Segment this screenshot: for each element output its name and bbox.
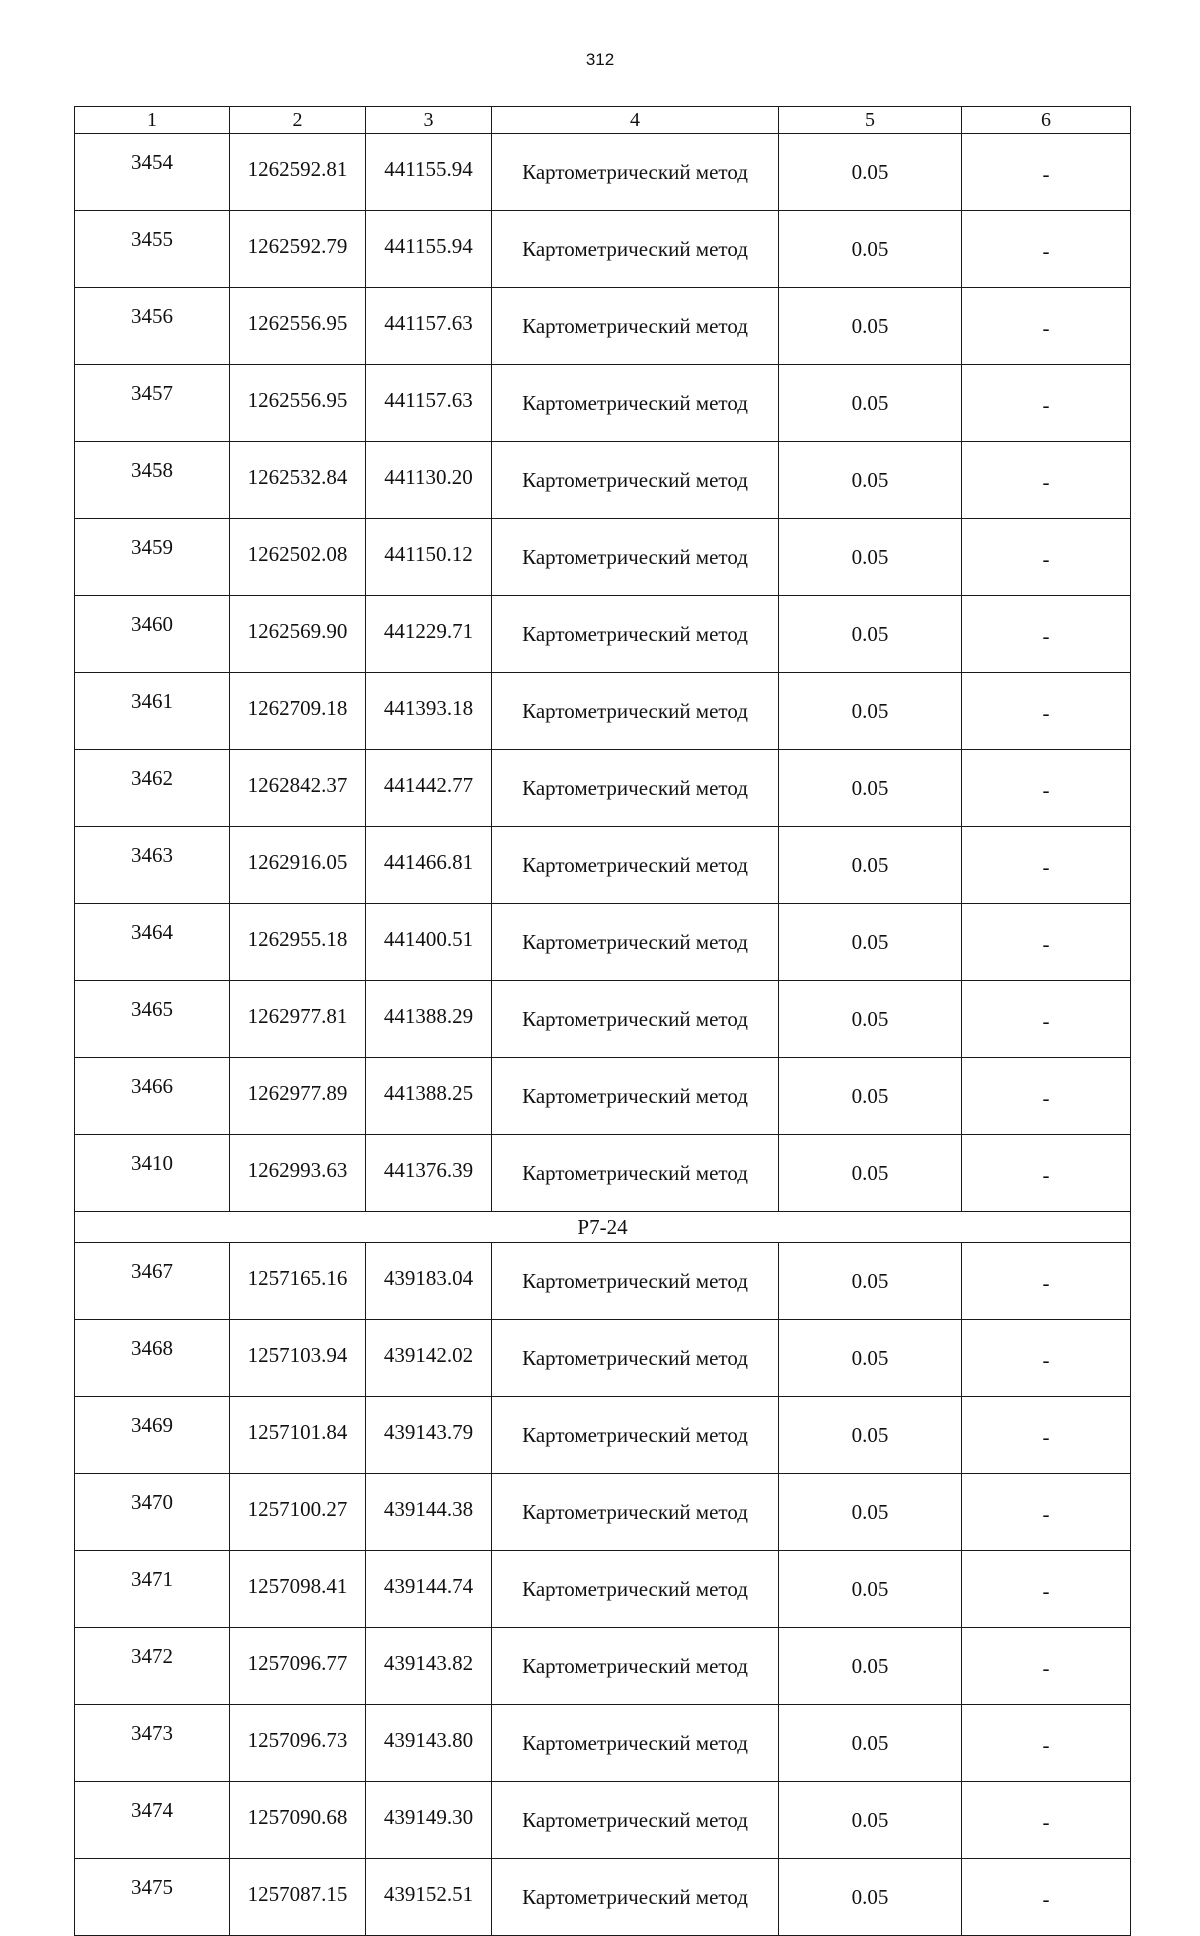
y-coordinate-cell: 439143.79	[366, 1397, 492, 1474]
method-cell: Картометрический метод	[492, 1859, 779, 1936]
accuracy-cell: 0.05	[779, 596, 962, 673]
y-coordinate-cell: 441155.94	[366, 134, 492, 211]
point-number-cell: 3410	[75, 1135, 230, 1212]
method-cell: Картометрический метод	[492, 1135, 779, 1212]
y-coordinate-cell: 441157.63	[366, 365, 492, 442]
y-coordinate-cell: 441150.12	[366, 519, 492, 596]
note-cell: -	[962, 1705, 1131, 1782]
note-cell: -	[962, 365, 1131, 442]
coordinates-table	[74, 106, 1131, 1936]
y-coordinate-cell: 441393.18	[366, 673, 492, 750]
note-cell: -	[962, 981, 1131, 1058]
table-row	[75, 1705, 1131, 1782]
x-coordinate-cell: 1262842.37	[230, 750, 366, 827]
note-cell: -	[962, 1782, 1131, 1859]
x-coordinate-cell: 1262556.95	[230, 288, 366, 365]
method-cell: Картометрический метод	[492, 288, 779, 365]
x-coordinate-cell: 1262977.81	[230, 981, 366, 1058]
table-row	[75, 365, 1131, 442]
point-number-cell: 3454	[75, 134, 230, 211]
note-cell: -	[962, 1474, 1131, 1551]
table-row	[75, 1135, 1131, 1212]
accuracy-cell: 0.05	[779, 1628, 962, 1705]
point-number-cell: 3461	[75, 673, 230, 750]
note-cell: -	[962, 1243, 1131, 1320]
accuracy-cell: 0.05	[779, 904, 962, 981]
y-coordinate-cell: 439144.38	[366, 1474, 492, 1551]
accuracy-cell: 0.05	[779, 1397, 962, 1474]
table-row	[75, 596, 1131, 673]
table-row	[75, 211, 1131, 288]
column-number-row	[75, 107, 1131, 134]
point-number-cell: 3471	[75, 1551, 230, 1628]
method-cell: Картометрический метод	[492, 1474, 779, 1551]
x-coordinate-cell: 1262592.79	[230, 211, 366, 288]
x-coordinate-cell: 1262916.05	[230, 827, 366, 904]
table-row	[75, 1782, 1131, 1859]
method-cell: Картометрический метод	[492, 904, 779, 981]
accuracy-cell: 0.05	[779, 365, 962, 442]
method-cell: Картометрический метод	[492, 365, 779, 442]
point-number-cell: 3474	[75, 1782, 230, 1859]
x-coordinate-cell: 1257165.16	[230, 1243, 366, 1320]
point-number-cell: 3463	[75, 827, 230, 904]
section-header-row	[75, 1212, 1131, 1243]
note-cell: -	[962, 750, 1131, 827]
accuracy-cell: 0.05	[779, 1320, 962, 1397]
point-number-cell: 3464	[75, 904, 230, 981]
method-cell: Картометрический метод	[492, 519, 779, 596]
y-coordinate-cell: 439143.82	[366, 1628, 492, 1705]
y-coordinate-cell: 441157.63	[366, 288, 492, 365]
table-row	[75, 750, 1131, 827]
x-coordinate-cell: 1262977.89	[230, 1058, 366, 1135]
x-coordinate-cell: 1262993.63	[230, 1135, 366, 1212]
table-row	[75, 1551, 1131, 1628]
point-number-cell: 3456	[75, 288, 230, 365]
note-cell: -	[962, 134, 1131, 211]
note-cell: -	[962, 1135, 1131, 1212]
point-number-cell: 3467	[75, 1243, 230, 1320]
accuracy-cell: 0.05	[779, 134, 962, 211]
x-coordinate-cell: 1262592.81	[230, 134, 366, 211]
accuracy-cell: 0.05	[779, 1474, 962, 1551]
table-row	[75, 1320, 1131, 1397]
method-cell: Картометрический метод	[492, 596, 779, 673]
column-header: 5	[779, 107, 962, 134]
note-cell: -	[962, 1859, 1131, 1936]
point-number-cell: 3466	[75, 1058, 230, 1135]
point-number-cell: 3465	[75, 981, 230, 1058]
table-row	[75, 827, 1131, 904]
table-row	[75, 134, 1131, 211]
x-coordinate-cell: 1257098.41	[230, 1551, 366, 1628]
point-number-cell: 3455	[75, 211, 230, 288]
x-coordinate-cell: 1257090.68	[230, 1782, 366, 1859]
note-cell: -	[962, 442, 1131, 519]
x-coordinate-cell: 1262569.90	[230, 596, 366, 673]
point-number-cell: 3470	[75, 1474, 230, 1551]
note-cell: -	[962, 288, 1131, 365]
x-coordinate-cell: 1257096.77	[230, 1628, 366, 1705]
x-coordinate-cell: 1262955.18	[230, 904, 366, 981]
table-row	[75, 1859, 1131, 1936]
y-coordinate-cell: 441388.29	[366, 981, 492, 1058]
column-header: 6	[962, 107, 1131, 134]
method-cell: Картометрический метод	[492, 981, 779, 1058]
note-cell: -	[962, 211, 1131, 288]
method-cell: Картометрический метод	[492, 1782, 779, 1859]
page-number: 312	[585, 50, 615, 69]
accuracy-cell: 0.05	[779, 1551, 962, 1628]
method-cell: Картометрический метод	[492, 750, 779, 827]
point-number-cell: 3473	[75, 1705, 230, 1782]
note-cell: -	[962, 1058, 1131, 1135]
point-number-cell: 3469	[75, 1397, 230, 1474]
x-coordinate-cell: 1257096.73	[230, 1705, 366, 1782]
point-number-cell: 3457	[75, 365, 230, 442]
method-cell: Картометрический метод	[492, 1628, 779, 1705]
accuracy-cell: 0.05	[779, 1859, 962, 1936]
x-coordinate-cell: 1257100.27	[230, 1474, 366, 1551]
table-row	[75, 1474, 1131, 1551]
table-row	[75, 519, 1131, 596]
y-coordinate-cell: 439149.30	[366, 1782, 492, 1859]
point-number-cell: 3475	[75, 1859, 230, 1936]
accuracy-cell: 0.05	[779, 673, 962, 750]
column-header: 1	[75, 107, 230, 134]
point-number-cell: 3462	[75, 750, 230, 827]
column-header: 4	[492, 107, 779, 134]
point-number-cell: 3468	[75, 1320, 230, 1397]
accuracy-cell: 0.05	[779, 1782, 962, 1859]
method-cell: Картометрический метод	[492, 1243, 779, 1320]
accuracy-cell: 0.05	[779, 981, 962, 1058]
x-coordinate-cell: 1262532.84	[230, 442, 366, 519]
accuracy-cell: 0.05	[779, 519, 962, 596]
method-cell: Картометрический метод	[492, 211, 779, 288]
accuracy-cell: 0.05	[779, 211, 962, 288]
table-row	[75, 1058, 1131, 1135]
note-cell: -	[962, 1397, 1131, 1474]
x-coordinate-cell: 1257101.84	[230, 1397, 366, 1474]
note-cell: -	[962, 519, 1131, 596]
accuracy-cell: 0.05	[779, 827, 962, 904]
note-cell: -	[962, 1628, 1131, 1705]
note-cell: -	[962, 827, 1131, 904]
y-coordinate-cell: 441466.81	[366, 827, 492, 904]
x-coordinate-cell: 1262556.95	[230, 365, 366, 442]
accuracy-cell: 0.05	[779, 1243, 962, 1320]
table-row	[75, 442, 1131, 519]
note-cell: -	[962, 1320, 1131, 1397]
y-coordinate-cell: 441388.25	[366, 1058, 492, 1135]
y-coordinate-cell: 439144.74	[366, 1551, 492, 1628]
y-coordinate-cell: 439152.51	[366, 1859, 492, 1936]
method-cell: Картометрический метод	[492, 134, 779, 211]
table-row	[75, 904, 1131, 981]
point-number-cell: 3459	[75, 519, 230, 596]
note-cell: -	[962, 596, 1131, 673]
method-cell: Картометрический метод	[492, 673, 779, 750]
table-row	[75, 1243, 1131, 1320]
method-cell: Картометрический метод	[492, 1397, 779, 1474]
note-cell: -	[962, 673, 1131, 750]
y-coordinate-cell: 441376.39	[366, 1135, 492, 1212]
method-cell: Картометрический метод	[492, 1320, 779, 1397]
coordinates-table-body	[75, 107, 1131, 1936]
accuracy-cell: 0.05	[779, 1058, 962, 1135]
x-coordinate-cell: 1262709.18	[230, 673, 366, 750]
point-number-cell: 3472	[75, 1628, 230, 1705]
method-cell: Картометрический метод	[492, 827, 779, 904]
x-coordinate-cell: 1257087.15	[230, 1859, 366, 1936]
y-coordinate-cell: 439183.04	[366, 1243, 492, 1320]
point-number-cell: 3460	[75, 596, 230, 673]
table-row	[75, 981, 1131, 1058]
section-label: Р7-24	[75, 1212, 1131, 1243]
method-cell: Картометрический метод	[492, 1705, 779, 1782]
accuracy-cell: 0.05	[779, 1705, 962, 1782]
column-header: 2	[230, 107, 366, 134]
y-coordinate-cell: 441229.71	[366, 596, 492, 673]
accuracy-cell: 0.05	[779, 750, 962, 827]
y-coordinate-cell: 441400.51	[366, 904, 492, 981]
y-coordinate-cell: 441130.20	[366, 442, 492, 519]
accuracy-cell: 0.05	[779, 442, 962, 519]
table-row	[75, 1397, 1131, 1474]
table-row	[75, 288, 1131, 365]
method-cell: Картометрический метод	[492, 1551, 779, 1628]
table-row	[75, 1628, 1131, 1705]
method-cell: Картометрический метод	[492, 1058, 779, 1135]
x-coordinate-cell: 1262502.08	[230, 519, 366, 596]
point-number-cell: 3458	[75, 442, 230, 519]
note-cell: -	[962, 904, 1131, 981]
y-coordinate-cell: 439143.80	[366, 1705, 492, 1782]
method-cell: Картометрический метод	[492, 442, 779, 519]
accuracy-cell: 0.05	[779, 288, 962, 365]
column-header: 3	[366, 107, 492, 134]
table-row	[75, 673, 1131, 750]
y-coordinate-cell: 441442.77	[366, 750, 492, 827]
accuracy-cell: 0.05	[779, 1135, 962, 1212]
x-coordinate-cell: 1257103.94	[230, 1320, 366, 1397]
note-cell: -	[962, 1551, 1131, 1628]
y-coordinate-cell: 441155.94	[366, 211, 492, 288]
y-coordinate-cell: 439142.02	[366, 1320, 492, 1397]
